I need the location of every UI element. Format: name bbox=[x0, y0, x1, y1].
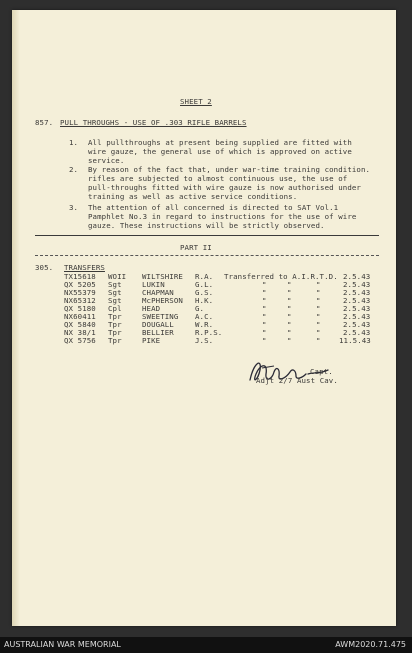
sheet-number: SHEET 2 bbox=[180, 97, 212, 106]
rank: Tpr bbox=[108, 320, 122, 329]
para-1-line: All pullthroughs at present being supplied are fitted with bbox=[88, 138, 352, 147]
service-number: QX 5756 bbox=[64, 336, 96, 345]
part-heading: PART II bbox=[180, 243, 212, 252]
item-857-number: 857. bbox=[35, 118, 54, 127]
ditto-mark: " bbox=[287, 280, 292, 289]
separator-dashed bbox=[35, 255, 379, 256]
service-number: QX 5840 bbox=[64, 320, 96, 329]
ditto-mark: " bbox=[287, 296, 292, 305]
rank: Sgt bbox=[108, 288, 122, 297]
transfer-date: 2.5.43 bbox=[343, 280, 371, 289]
service-number: TX15618 bbox=[64, 272, 96, 281]
ditto-mark: " bbox=[262, 304, 267, 313]
initials: G.S. bbox=[195, 288, 214, 297]
para-1-line: wire gauze, the general use of which is approved on active bbox=[88, 147, 352, 156]
surname: McPHERSON bbox=[142, 296, 183, 305]
ditto-mark: " bbox=[287, 328, 292, 337]
rank: WOII bbox=[108, 272, 127, 281]
service-number: NX 38/1 bbox=[64, 328, 96, 337]
ditto-mark: " bbox=[316, 312, 321, 321]
transfer-date: 2.5.43 bbox=[343, 328, 371, 337]
surname: DOUGALL bbox=[142, 320, 174, 329]
initials: G.L. bbox=[195, 280, 214, 289]
item-857-heading: PULL THROUGHS - USE OF .303 RIFLE BARRELS bbox=[60, 118, 247, 127]
surname: BELLIER bbox=[142, 328, 174, 337]
transfer-note: Transferred to A.I.R.T.D. bbox=[224, 272, 338, 281]
service-number: NX60411 bbox=[64, 312, 96, 321]
ditto-mark: " bbox=[262, 336, 267, 345]
ditto-mark: " bbox=[262, 288, 267, 297]
para-3-line: Pamphlet No.3 in regard to instructions for the use of wire bbox=[88, 212, 357, 221]
initials: W.R. bbox=[195, 320, 214, 329]
initials: R.P.S. bbox=[195, 328, 223, 337]
para-2-line: pull-throughs fitted with wire gauze is now authorised under bbox=[88, 183, 361, 192]
initials: A.C. bbox=[195, 312, 214, 321]
ditto-mark: " bbox=[316, 320, 321, 329]
item-305-heading: TRANSFERS bbox=[64, 263, 105, 272]
ditto-mark: " bbox=[262, 296, 267, 305]
para-3-number: 3. bbox=[69, 203, 79, 212]
para-1-line: service. bbox=[88, 156, 125, 165]
surname: LUKIN bbox=[142, 280, 165, 289]
ditto-mark: " bbox=[262, 328, 267, 337]
signature-rank: Capt. bbox=[310, 367, 333, 376]
ditto-mark: " bbox=[316, 288, 321, 297]
rank: Tpr bbox=[108, 328, 122, 337]
initials: J.S. bbox=[195, 336, 214, 345]
surname: CHAPMAN bbox=[142, 288, 174, 297]
ditto-mark: " bbox=[316, 280, 321, 289]
page-edge bbox=[12, 10, 20, 626]
item-305-number: 305. bbox=[35, 263, 54, 272]
rank: Tpr bbox=[108, 312, 122, 321]
ditto-mark: " bbox=[262, 280, 267, 289]
ditto-mark: " bbox=[262, 312, 267, 321]
transfer-date: 11.5.43 bbox=[339, 336, 371, 345]
para-2-line: training as well as active service conditions. bbox=[88, 192, 298, 201]
para-1-number: 1. bbox=[69, 138, 79, 147]
initials: R.A. bbox=[195, 272, 214, 281]
service-number: QX 5205 bbox=[64, 280, 96, 289]
archive-footer bbox=[0, 637, 412, 653]
para-3-line: The attention of all concerned is directed to SAT Vol.1 bbox=[88, 203, 339, 212]
ditto-mark: " bbox=[287, 336, 292, 345]
document-page bbox=[12, 10, 396, 626]
para-2-line: rifles are subjected to almost continuous use, the use of bbox=[88, 174, 348, 183]
rank: Sgt bbox=[108, 280, 122, 289]
ditto-mark: " bbox=[287, 304, 292, 313]
service-number: NX55379 bbox=[64, 288, 96, 297]
transfer-date: 2.5.43 bbox=[343, 304, 371, 313]
footer-accession-number: AWM2020.71.475 bbox=[335, 640, 406, 649]
para-3-line: gauze. These instructions will be strictly observed. bbox=[88, 221, 325, 230]
rank: Cpl bbox=[108, 304, 122, 313]
transfer-date: 2.5.43 bbox=[343, 312, 371, 321]
transfer-date: 2.5.43 bbox=[343, 320, 371, 329]
ditto-mark: " bbox=[287, 312, 292, 321]
surname: WILTSHIRE bbox=[142, 272, 183, 281]
ditto-mark: " bbox=[316, 304, 321, 313]
rank: Sgt bbox=[108, 296, 122, 305]
surname: HEAD bbox=[142, 304, 161, 313]
transfer-date: 2.5.43 bbox=[343, 296, 371, 305]
ditto-mark: " bbox=[287, 288, 292, 297]
ditto-mark: " bbox=[316, 296, 321, 305]
initials: G. bbox=[195, 304, 205, 313]
ditto-mark: " bbox=[316, 336, 321, 345]
initials: H.K. bbox=[195, 296, 214, 305]
ditto-mark: " bbox=[262, 320, 267, 329]
rank: Tpr bbox=[108, 336, 122, 345]
transfer-date: 2.5.43 bbox=[343, 288, 371, 297]
surname: SWEETING bbox=[142, 312, 179, 321]
transfer-date: 2.5.43 bbox=[343, 272, 371, 281]
ditto-mark: " bbox=[287, 320, 292, 329]
para-2-line: By reason of the fact that, under war-time training condition. bbox=[88, 165, 371, 174]
separator-rule bbox=[35, 235, 379, 236]
ditto-mark: " bbox=[316, 328, 321, 337]
para-2-number: 2. bbox=[69, 165, 79, 174]
signature-unit: Adjt 2/7 Aust Cav. bbox=[256, 376, 338, 385]
service-number: QX 5180 bbox=[64, 304, 96, 313]
surname: PIKE bbox=[142, 336, 161, 345]
service-number: NX65312 bbox=[64, 296, 96, 305]
footer-institution: AUSTRALIAN WAR MEMORIAL bbox=[4, 640, 121, 649]
